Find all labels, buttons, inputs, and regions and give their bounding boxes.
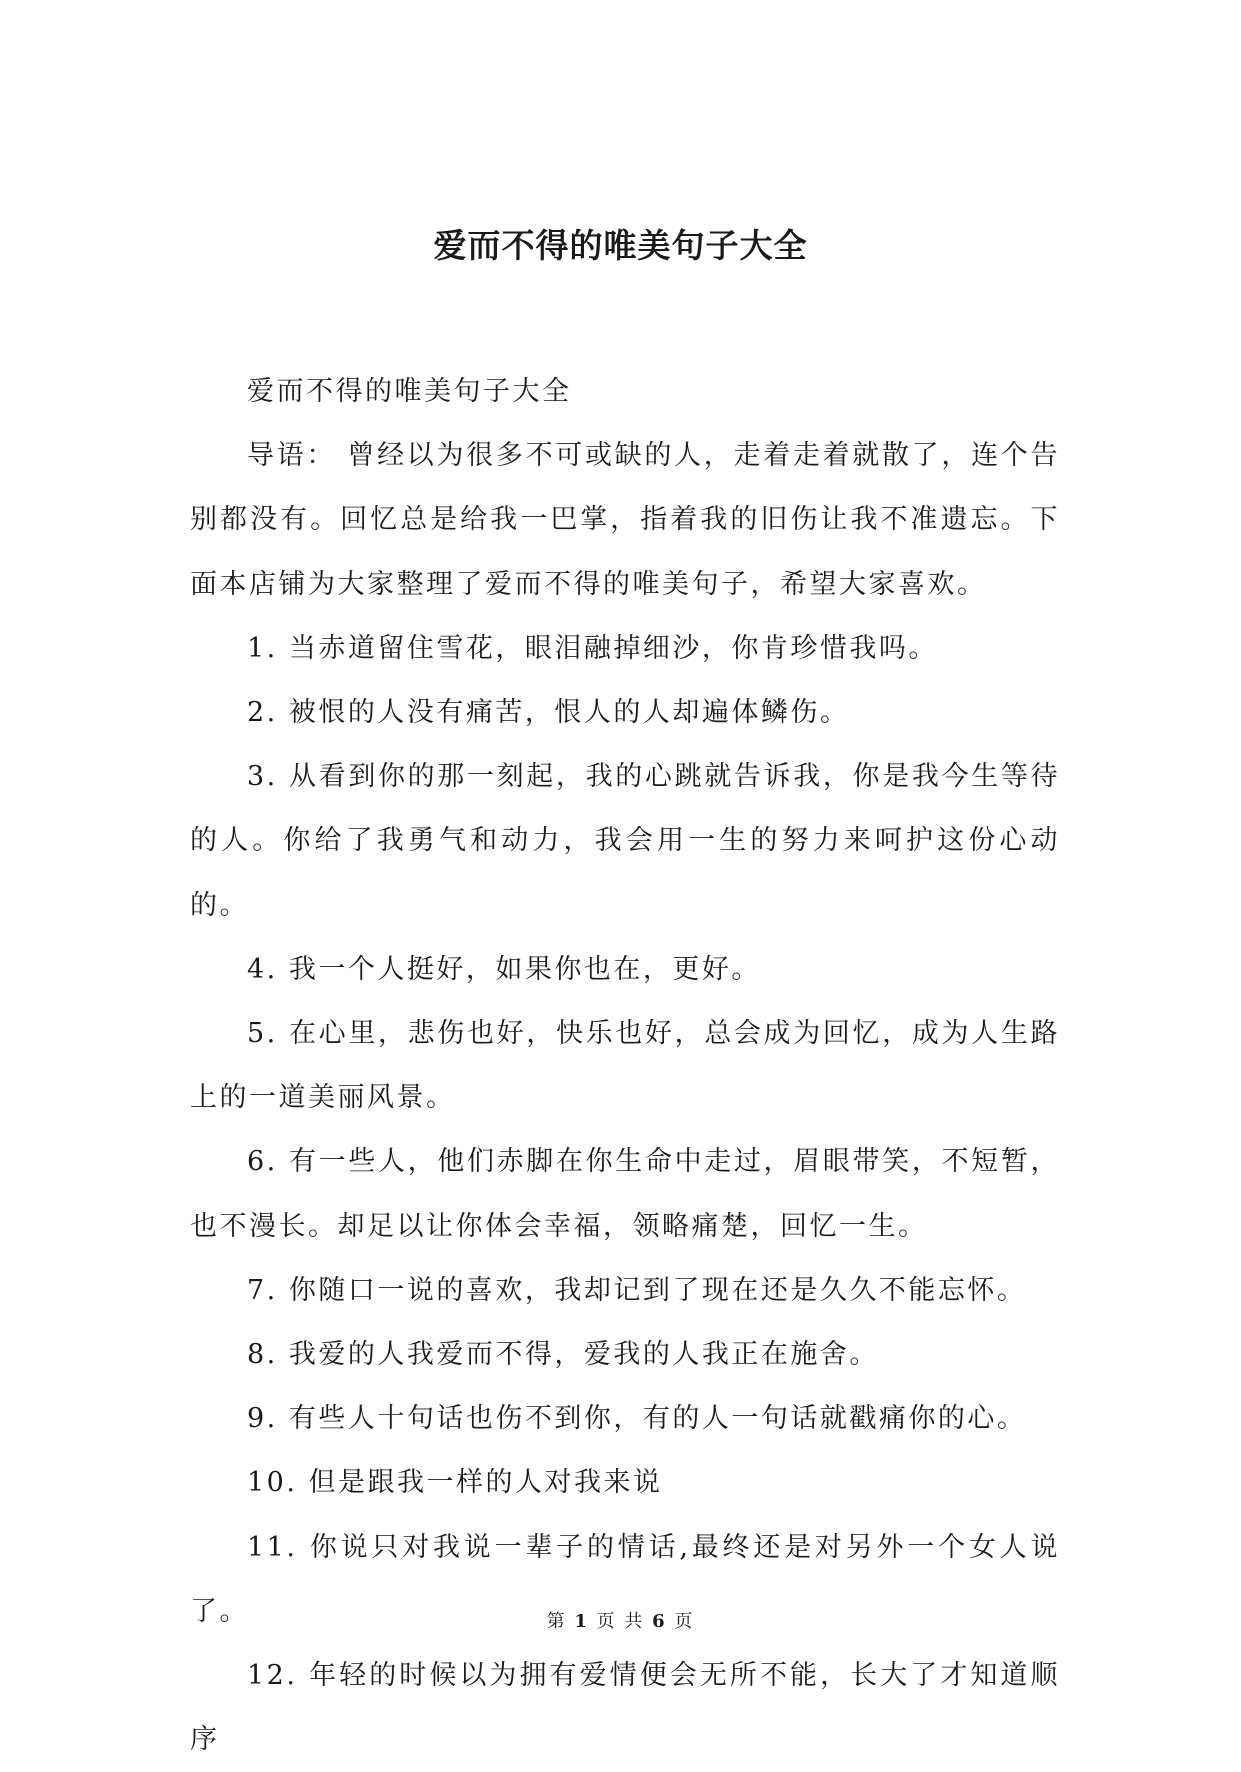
list-item: 5. 在心里，悲伤也好，快乐也好，总会成为回忆，成为人生路上的一道美丽风景。 (190, 1018, 1060, 1114)
list-item: 9. 有些人十句话也伤不到你，有的人一句话就戳痛你的心。 (247, 1403, 1027, 1435)
list-item: 8. 我爱的人我爱而不得，爱我的人我正在施舍。 (247, 1339, 879, 1371)
list-item: 1. 当赤道留住雪花，眼泪融掉细沙，你肯珍惜我吗。 (247, 632, 938, 664)
list-item: 12. 年轻的时候以为拥有爱情便会无所不能，长大了才知道顺序 (190, 1660, 1060, 1756)
list-item: 6. 有一些人，他们赤脚在你生命中走过，眉眼带笑，不短暂，也不漫长。却足以让你体会幸福，领略痛楚，回忆一生。 (190, 1146, 1060, 1242)
page-footer (0, 1610, 1241, 1634)
list-item: 7. 你随口一说的喜欢，我却记到了现在还是久久不能忘怀。 (247, 1274, 1027, 1306)
document-body (190, 360, 1060, 1772)
list-item: 4. 我一个人挺好，如果你也在，更好。 (247, 953, 761, 985)
list-item: 2. 被恨的人没有痛苦，恨人的人却遍体鳞伤。 (247, 697, 850, 729)
footer-suffix: 页 (674, 1611, 695, 1632)
list-item: 11. 你说只对我说一辈子的情话,最终还是对另外一个女人说了。 (190, 1531, 1060, 1627)
paragraph-intro: 导语： 曾经以为很多不可或缺的人，走着走着就散了，连个告别都没有。回忆总是给我一巴掌，指着我的旧伤让我不准遗忘。下面本店铺为大家整理了爱而不得的唯美句子，希望大家喜欢。 (190, 440, 1060, 600)
list-item: 10. 但是跟我一样的人对我来说 (247, 1467, 663, 1499)
current-page-number: 1 (574, 1611, 589, 1632)
document-title: 爱而不得的唯美句子大全 (433, 226, 808, 265)
paragraph-subtitle: 爱而不得的唯美句子大全 (247, 376, 572, 407)
list-item: 3. 从看到你的那一刻起，我的心跳就告诉我，你是我今生等待的人。你给了我勇气和动力，我会用一生的努力来呵护这份心动的。 (190, 761, 1060, 921)
footer-middle: 页 共 (596, 1611, 645, 1632)
footer-prefix: 第 (546, 1611, 567, 1632)
total-pages-number: 6 (652, 1611, 667, 1632)
